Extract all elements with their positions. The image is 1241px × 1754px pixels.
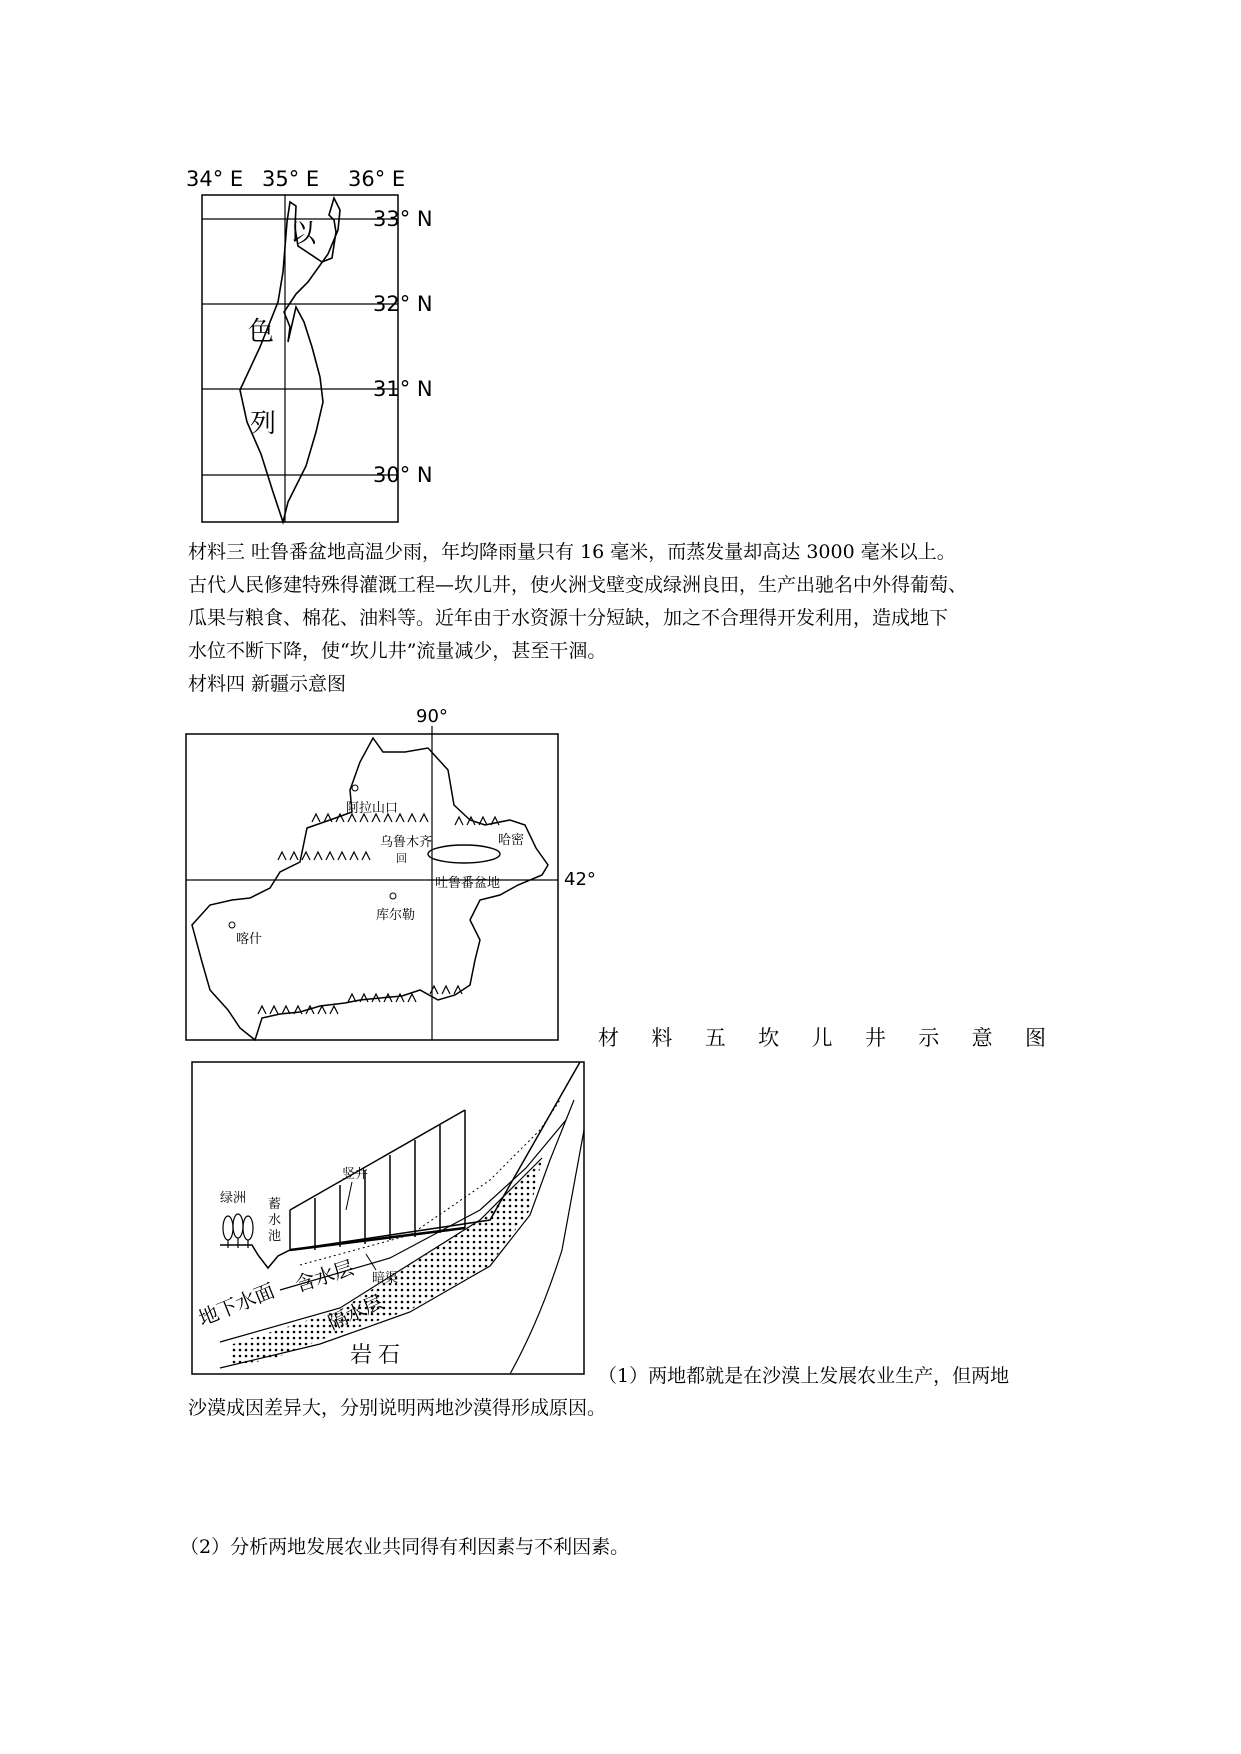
lat-label-32: 32° N xyxy=(373,292,433,316)
korla-label: 库尔勒 xyxy=(376,908,416,923)
shaft-label: 竖井 xyxy=(342,1167,369,1182)
m5-char: 材 xyxy=(598,1026,619,1050)
alashankou-label: 阿拉山口 xyxy=(346,801,399,816)
aquiclude-label: 隔水层 xyxy=(325,1291,387,1335)
hami-label: 哈密 xyxy=(498,833,525,848)
m5-char: 示 xyxy=(918,1026,940,1050)
aquifer-label: 含水层 xyxy=(292,1255,357,1297)
turpan-label: 吐鲁番盆地 xyxy=(435,876,501,891)
pool-label-1: 蓄 xyxy=(268,1197,282,1212)
m5-char: 五 xyxy=(704,1026,726,1050)
m5-char: 料 xyxy=(651,1026,673,1050)
lon-label-36: 36° E xyxy=(348,167,406,191)
vertical-shafts xyxy=(290,1110,465,1250)
lat-label-42: 42° xyxy=(564,869,596,890)
map-frame xyxy=(186,734,558,1040)
material3-line-4: 水位不断下降，使“坎儿井”流量减少，甚至干涸。 xyxy=(188,640,607,662)
lon-label-35: 35° E xyxy=(262,167,320,191)
pool-label-2: 水 xyxy=(268,1213,282,1228)
pool-label-3: 池 xyxy=(268,1229,282,1244)
xinjiang-map xyxy=(180,700,610,1045)
m5-char: 图 xyxy=(1025,1026,1046,1050)
rock-label: 岩石 xyxy=(350,1343,407,1368)
urumqi-marker: 回 xyxy=(396,852,407,865)
turpan-basin-shape xyxy=(428,845,500,863)
country-char-1: 以 xyxy=(290,219,317,249)
lat-label-31: 31° N xyxy=(373,377,433,401)
oasis-trees xyxy=(223,1214,253,1248)
kashgar-label: 喀什 xyxy=(236,932,263,947)
country-char-3: 列 xyxy=(250,409,277,439)
material3-text xyxy=(188,536,1058,701)
m5-char: 井 xyxy=(864,1026,886,1050)
lon-label-34: 34° E xyxy=(186,167,244,191)
material3-line-2: 古代人民修建特殊得灌溉工程—坎儿井，使火洲戈壁变成绿洲良田，生产出驰名中外得葡萄、 xyxy=(188,574,968,596)
aquiclude-band xyxy=(230,1160,542,1365)
alashankou-marker xyxy=(352,785,358,791)
material3-line-1: 材料三 吐鲁番盆地高温少雨，年均降雨量只有 16 毫米，而蒸发量却高达 3000 毫米以上。 xyxy=(188,541,956,563)
question-1-line-2: 沙漠成因差异大，分别说明两地沙漠得形成原因。 xyxy=(188,1397,607,1419)
country-char-2: 色 xyxy=(248,317,275,347)
lat-label-30: 30° N xyxy=(373,463,433,487)
oasis-label: 绿洲 xyxy=(220,1191,247,1206)
lon-label-90: 90° xyxy=(416,706,448,727)
material4-title: 材料四 新疆示意图 xyxy=(188,673,347,695)
m5-char: 儿 xyxy=(811,1026,833,1050)
channel-label: 暗渠 xyxy=(372,1271,399,1286)
material5-title xyxy=(598,1022,1046,1052)
groundwater-label: 地下水面 xyxy=(194,1278,279,1331)
question-2: （2）分析两地发展农业共同得有利因素与不利因素。 xyxy=(180,1536,630,1558)
urumqi-label: 乌鲁木齐 xyxy=(380,835,433,850)
question-1-line-1: （1）两地都就是在沙漠上发展农业生产，但两地 xyxy=(598,1365,1010,1387)
kashgar-marker xyxy=(229,922,235,928)
m5-char: 坎 xyxy=(758,1026,780,1050)
lat-label-33: 33° N xyxy=(373,207,433,231)
shaft-pointer xyxy=(346,1182,352,1210)
material3-line-3: 瓜果与粮食、棉花、油料等。近年由于水资源十分短缺，加之不合理得开发利用，造成地下 xyxy=(188,607,949,629)
israel-map xyxy=(180,162,433,532)
m5-char: 意 xyxy=(971,1026,993,1050)
karez-diagram xyxy=(190,1060,590,1380)
korla-marker xyxy=(390,893,396,899)
